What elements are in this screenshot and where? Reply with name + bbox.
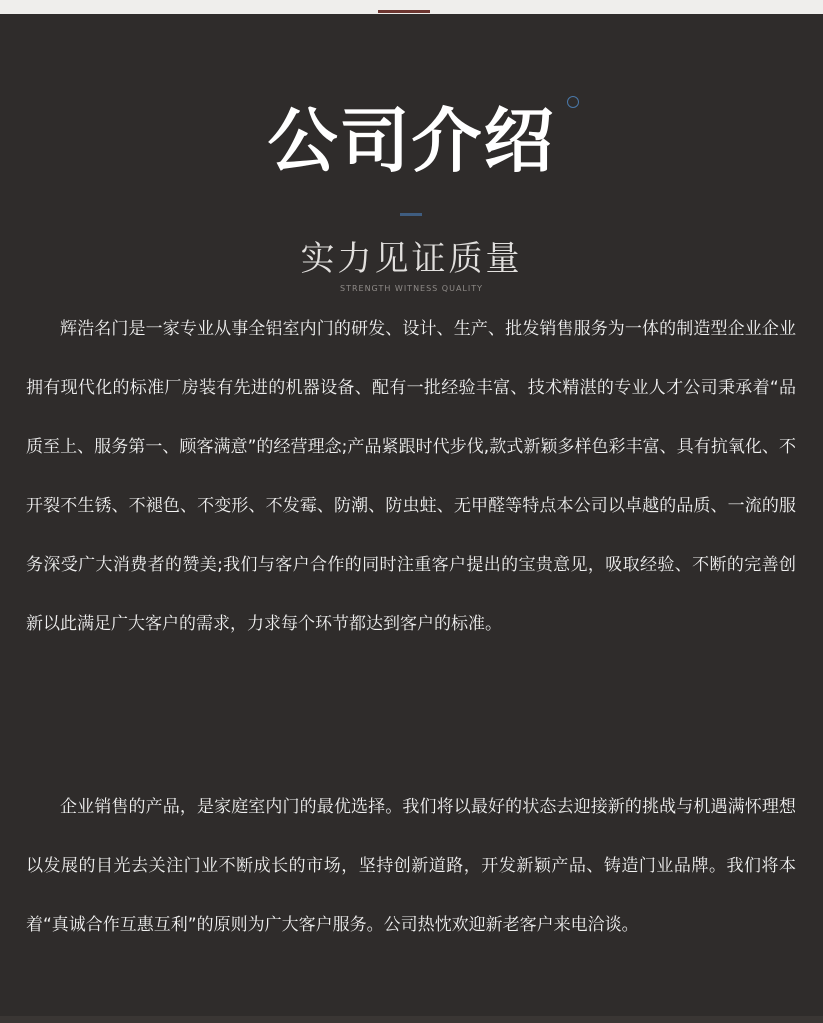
top-accent-mark bbox=[378, 10, 430, 13]
intro-paragraph-2: 企业销售的产品，是家庭室内门的最优选择。我们将以最好的状态去迎接新的挑战与机遇满怀理想以发展的目光去关注门业不断成长的市场，坚持创新道路，开发新颖产品、铸造门业品牌。我们将本着“真诚合作互惠互利”的原则为广大客户服务。公司热忱欢迎新老客户来电洽谈。 bbox=[26, 797, 796, 935]
bottom-bar bbox=[0, 1016, 823, 1023]
title-divider bbox=[400, 213, 422, 216]
page-subtitle: 实力见证质量 bbox=[300, 239, 523, 279]
page-subtitle-english: STRENGTH WITNESS QUALITY bbox=[339, 284, 484, 293]
page-title: 公司介绍 bbox=[267, 100, 556, 182]
title-ring-decoration bbox=[567, 96, 579, 108]
intro-paragraph-1: 辉浩名门是一家专业从事全铝室内门的研发、设计、生产、批发销售服务为一体的制造型企业企业拥有现代化的标准厂房装有先进的机器设备、配有一批经验丰富、技术精湛的专业人才公司秉承着“品质至上、服务第一、顾客满意”的经营理念;产品紧跟时代步伐,款式新颖多样色彩丰富、具有抗氧化、不开裂不生锈、不褪色、不变形、不发霉、防潮、防虫蛀、无甲醛等特点本公司以卓越的品质、一流的服务深受广大消费者的赞美;我们与客户合作的同时注重客户提出的宝贵意见，吸取经验、不断的完善创新以此满足广大客户的需求，力求每个环节都达到客户的标准。 bbox=[26, 319, 796, 634]
